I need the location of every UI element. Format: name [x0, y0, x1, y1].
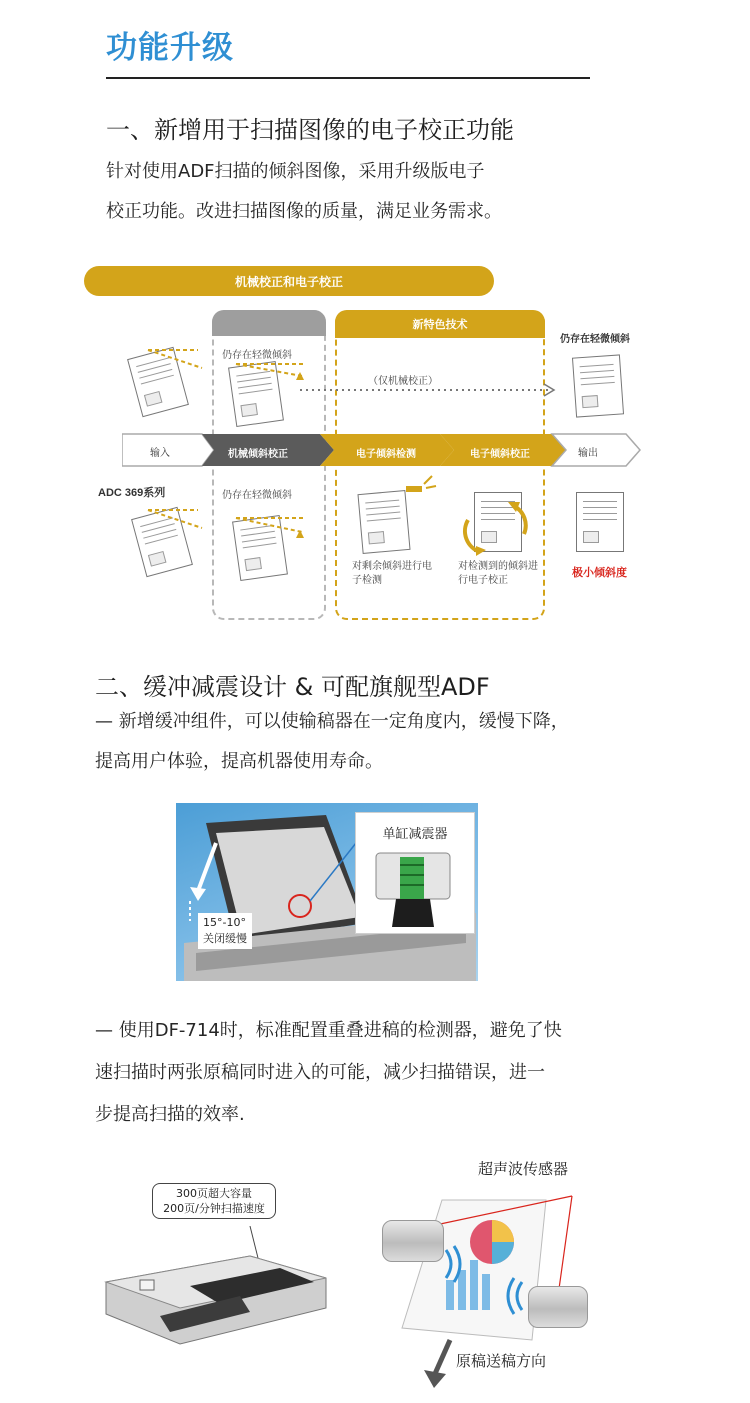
still-skew-bottom-label: 仍存在轻微倾斜 [222, 490, 292, 501]
new-tech-header [335, 310, 545, 338]
damper-inset [355, 812, 475, 934]
skew-guides-top [140, 346, 320, 386]
diagram-banner-label: 机械校正和电子校正 [234, 274, 343, 289]
capacity-badge [152, 1183, 276, 1219]
damper-label: 单缸减震器 [382, 827, 448, 842]
ultrasonic-sensor-label: 超声波传感器 [478, 1160, 569, 1178]
section2-paragraph1-line: 提高用户体验，提高机器使用寿命。 [95, 751, 383, 772]
flow-label-mechanical: 机械倾斜校正 [228, 449, 288, 460]
section2-paragraph2-line: 速扫描时两张原稿同时进入的可能，减少扫描错误，进一 [95, 1062, 545, 1083]
angle-label: 15°-10° [203, 916, 246, 929]
mechanical-box-header [212, 310, 326, 336]
new-tech-label: 新特色技术 [412, 318, 468, 331]
capacity-line: 300页超大容量 [176, 1187, 252, 1200]
adf-illustration [100, 1226, 330, 1346]
section2-heading: 二、缓冲减震设计 & 可配旗舰型ADF [95, 673, 490, 701]
section2-paragraph1-line: — 新增缓冲组件，可以使输稿器在一定角度内，缓慢下降， [95, 711, 569, 732]
adc-series-label: ADC 369系列 [98, 487, 166, 499]
correct-caption-line: 行电子校正 [458, 575, 508, 586]
skew-guides-bottom [140, 506, 320, 546]
damper-icon [356, 843, 474, 933]
section2-paragraph2-line: 步提高扫描的效率. [95, 1104, 245, 1125]
still-skew-top-label: 仍存在轻微倾斜 [222, 350, 292, 361]
mech-only-label: （仅机械校正） [368, 376, 438, 387]
feed-direction-label: 原稿送稿方向 [456, 1352, 547, 1370]
detect-sensor-icon [398, 474, 438, 498]
document-icon [576, 492, 624, 552]
rotate-correction-icon [454, 500, 534, 560]
flow-label-output: 输出 [578, 448, 598, 459]
correction-diagram [0, 260, 750, 630]
section1-paragraph-line: 校正功能。改进扫描图像的质量，满足业务需求。 [106, 201, 502, 222]
still-skew-right-label: 仍存在轻微倾斜 [560, 334, 630, 345]
angle-callout [198, 913, 252, 949]
section1-heading: 一、新增用于扫描图像的电子校正功能 [106, 116, 514, 144]
sensor-emitter [382, 1220, 444, 1262]
flow-label-input: 输入 [150, 448, 170, 459]
detect-caption [352, 560, 432, 588]
section2-paragraph2 [95, 1010, 562, 1136]
detect-caption-line: 子检测 [352, 575, 382, 586]
document-icon [357, 490, 410, 554]
section2-paragraph2-line: — 使用DF-714时，标准配置重叠进稿的检测器，避免了快 [95, 1020, 562, 1041]
correct-caption [458, 560, 538, 588]
flow-label-detect: 电子倾斜检测 [356, 449, 416, 460]
document-icon [572, 354, 624, 417]
capacity-line: 200页/分钟扫描速度 [163, 1202, 265, 1215]
diagram-banner [84, 266, 494, 296]
correct-caption-line: 对检测到的倾斜进 [458, 561, 538, 572]
detect-caption-line: 对剩余倾斜进行电 [352, 561, 432, 572]
sensor-receiver [528, 1286, 588, 1328]
section2-paragraph1 [95, 702, 569, 782]
skip-arrow [300, 382, 562, 398]
title-divider [106, 77, 590, 79]
flow-label-correct: 电子倾斜校正 [470, 449, 530, 460]
section1-paragraph [106, 152, 502, 232]
page-title: 功能升级 [106, 30, 234, 66]
min-skew-label: 极小倾斜度 [572, 566, 627, 579]
close-slow-label: 关闭缓慢 [203, 932, 247, 945]
section1-paragraph-line: 针对使用ADF扫描的倾斜图像，采用升级版电子 [106, 161, 485, 182]
